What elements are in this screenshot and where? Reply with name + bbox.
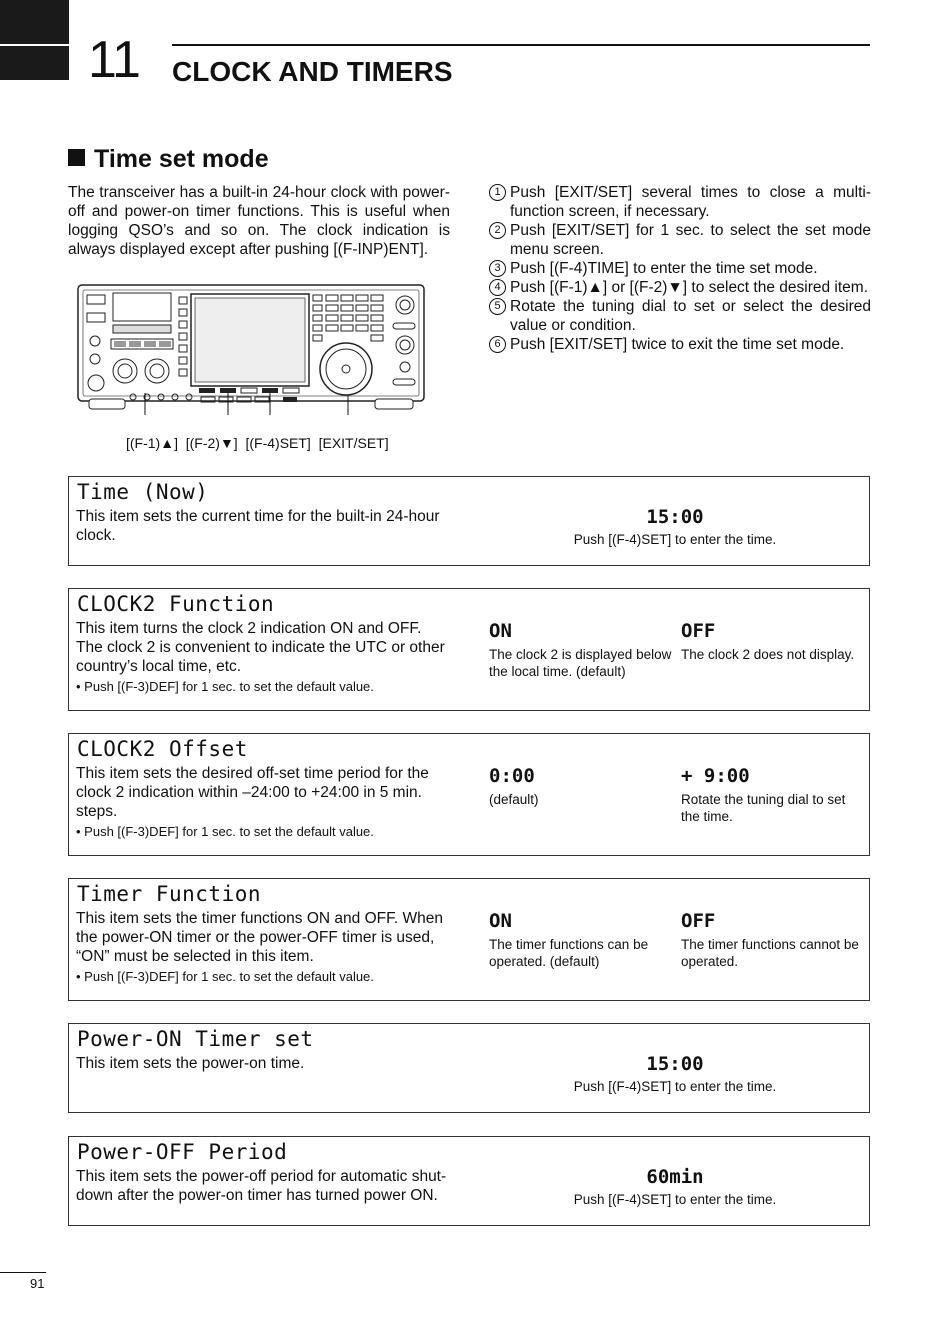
item-value: 60min <box>646 1166 704 1188</box>
option-on <box>489 619 673 680</box>
item-default-note: • Push [(F-3)DEF] for 1 sec. to set the default value. <box>76 679 374 694</box>
step-text: Push [EXIT/SET] twice to exit the time set mode. <box>510 336 845 353</box>
transceiver-front-panel-illustration <box>75 283 427 415</box>
step-item <box>489 278 871 297</box>
item-value-note: Push [(F-4)SET] to enter the time. <box>573 1192 777 1207</box>
chapter-title: CLOCK AND TIMERS <box>172 56 453 87</box>
item-box-time-now <box>68 476 870 566</box>
step-text: Rotate the tuning dial to set or select the desired value or condition. <box>510 298 871 334</box>
item-box-timer-function <box>68 878 870 1001</box>
step-item <box>489 221 871 259</box>
section-bullet-icon <box>68 149 85 166</box>
steps-list <box>489 183 871 354</box>
option-on <box>489 909 673 970</box>
item-box-power-off-period <box>68 1136 870 1226</box>
option-description: (default) <box>489 792 539 807</box>
item-box-power-on-timer <box>68 1023 870 1113</box>
step-number: 4 <box>489 279 506 296</box>
page-number: 91 <box>30 1276 45 1291</box>
step-item <box>489 259 871 278</box>
item-description: This item turns the clock 2 indication ON and OFF. The clock 2 is convenient to indicate the UTC or other country’s local time, etc. <box>76 620 445 675</box>
item-description: This item sets the desired off-set time period for the clock 2 indication within –24:00 to +24:00 in 5 min. steps. <box>76 765 429 820</box>
step-item <box>489 335 871 354</box>
option-description: The clock 2 is displayed below the local time. (default) <box>489 647 672 679</box>
option-value: ON <box>489 910 512 932</box>
option-description: Rotate the tuning dial to set the time. <box>681 792 846 824</box>
option-value: OFF <box>681 620 716 642</box>
chapter-tab-divider <box>0 44 69 46</box>
option-value: 0:00 <box>489 765 535 787</box>
item-box-clock2-function <box>68 588 870 711</box>
option-value: OFF <box>681 910 716 932</box>
section-title <box>68 143 269 175</box>
item-heading: CLOCK2 Function <box>77 592 275 616</box>
item-value: 15:00 <box>646 506 704 528</box>
option-description: The clock 2 does not display. <box>681 647 855 662</box>
intro-paragraph: The transceiver has a built-in 24-hour clock with power-off and power-on timer functions. This is useful when logging QSO’s and so on. The clock indication is always displayed except after pushing [(F-INP)ENT]. <box>68 184 450 258</box>
item-box-clock2-offset <box>68 733 870 856</box>
item-description: This item sets the power-off period for automatic shut-down after the power-on timer has turned power ON. <box>76 1168 447 1204</box>
step-item <box>489 297 871 335</box>
item-heading: CLOCK2 Offset <box>77 737 248 761</box>
item-heading: Timer Function <box>77 882 262 906</box>
option-description: The timer functions cannot be operated. <box>681 937 859 969</box>
item-default-note: • Push [(F-3)DEF] for 1 sec. to set the default value. <box>76 969 374 984</box>
item-description: This item sets the power-on time. <box>76 1055 305 1072</box>
step-number: 2 <box>489 222 506 239</box>
option-description: The timer functions can be operated. (default) <box>489 937 649 969</box>
step-number: 6 <box>489 336 506 353</box>
step-item <box>489 183 871 221</box>
item-description: This item sets the timer functions ON and OFF. When the power-ON timer or the power-OFF timer is used, “ON” must be selected in this item. <box>76 910 443 965</box>
step-text: Push [EXIT/SET] for 1 sec. to select the set mode menu screen. <box>510 222 871 258</box>
option-value: + 9:00 <box>681 765 750 787</box>
step-number: 5 <box>489 298 506 315</box>
option-value: ON <box>489 620 512 642</box>
item-value-note: Push [(F-4)SET] to enter the time. <box>573 532 777 547</box>
item-value-note: Push [(F-4)SET] to enter the time. <box>573 1079 777 1094</box>
item-value: 15:00 <box>646 1053 704 1075</box>
option-off <box>681 909 865 970</box>
item-heading: Power-OFF Period <box>77 1140 288 1164</box>
option-default-offset <box>489 764 673 808</box>
item-heading: Power-ON Timer set <box>77 1027 314 1051</box>
chapter-rule <box>172 44 870 46</box>
item-heading: Time (Now) <box>77 480 209 504</box>
step-text: Push [(F-4)TIME] to enter the time set mode. <box>510 260 818 277</box>
step-text: Push [(F-1)▲] or [(F-2)▼] to select the desired item. <box>510 279 869 296</box>
item-description: This item sets the current time for the built-in 24-hour clock. <box>76 508 440 544</box>
chapter-number: 11 <box>88 31 140 89</box>
option-off <box>681 619 865 663</box>
button-callout-labels: [(F-1)▲] [(F-2)▼] [(F-4)SET] [EXIT/SET] <box>126 435 389 451</box>
step-text: Push [EXIT/SET] several times to close a multi-function screen, if necessary. <box>510 184 871 220</box>
step-number: 1 <box>489 184 506 201</box>
chapter-tab <box>0 0 69 80</box>
option-example-offset <box>681 764 865 825</box>
section-title-text: Time set mode <box>94 145 269 173</box>
item-default-note: • Push [(F-3)DEF] for 1 sec. to set the default value. <box>76 824 374 839</box>
page-number-rule <box>0 1272 46 1273</box>
step-number: 3 <box>489 260 506 277</box>
